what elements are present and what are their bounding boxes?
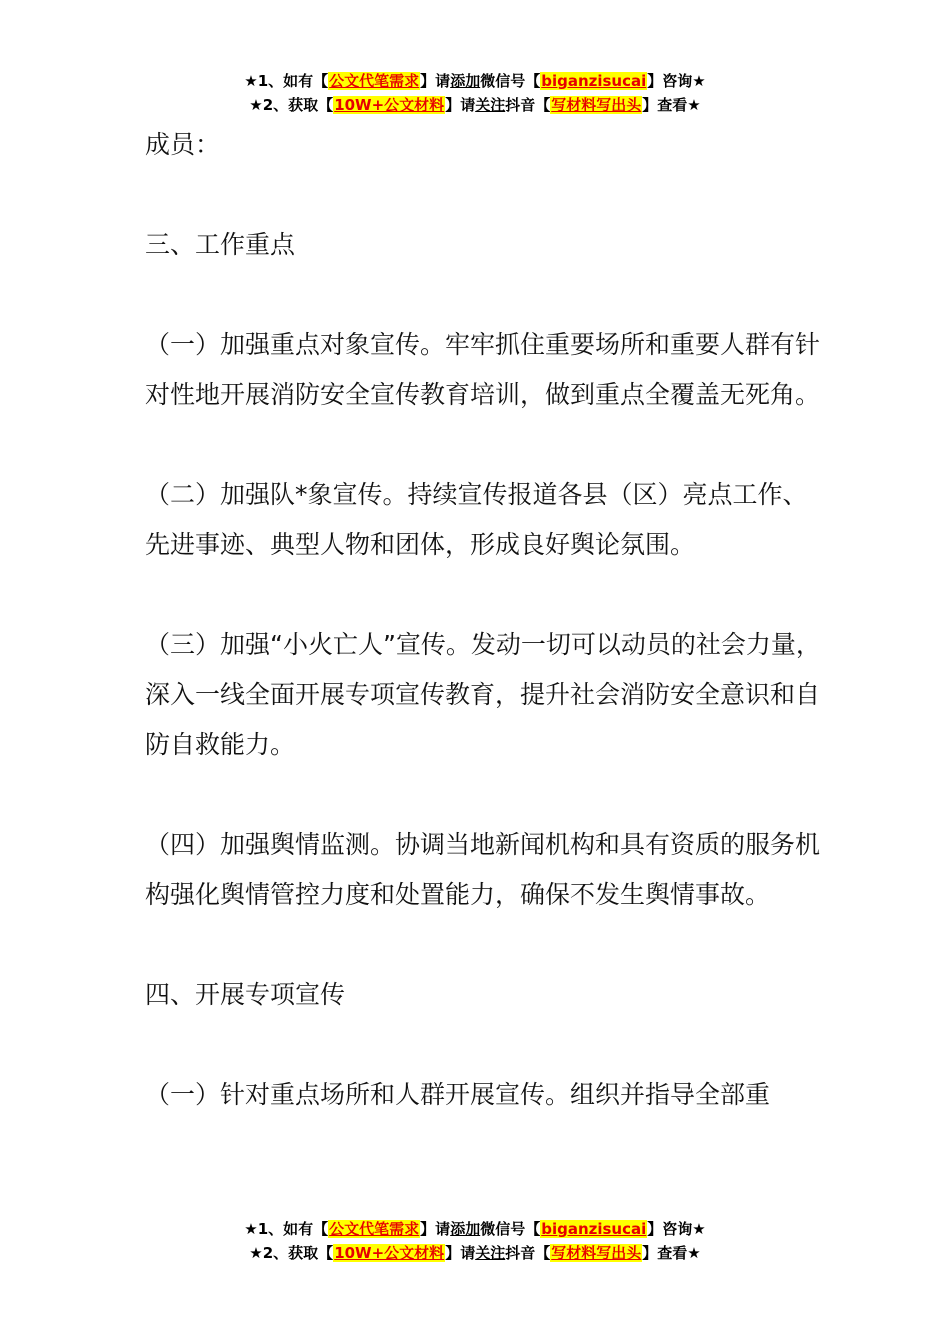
banner-text: 】请	[445, 1244, 476, 1262]
banner-text: 微信号【	[480, 1220, 541, 1238]
banner-text: 】咨询★	[647, 72, 706, 90]
banner-text: ★2、获取【	[249, 96, 334, 114]
banner-highlight: 写材料写出头	[551, 96, 642, 114]
banner-text: 】查看★	[642, 1244, 701, 1262]
banner-line-2	[0, 1241, 950, 1265]
banner-text: ★2、获取【	[249, 1244, 334, 1262]
paragraph-3-2: （二）加强队*象宣传。持续宣传报道各县（区）亮点工作、先进事迹、典型人物和团体，形成良好舆论氛围。	[145, 480, 808, 559]
paragraph-4-1: （一）针对重点场所和人群开展宣传。组织并指导全部重	[145, 1080, 771, 1109]
banner-text: 】请	[420, 1220, 451, 1238]
banner-line-1	[0, 1217, 950, 1241]
banner-highlight: 公文代笔需求	[329, 72, 420, 90]
banner-line-1	[0, 69, 950, 93]
banner-highlight: biganzisucai	[541, 1220, 647, 1238]
banner-text: ★1、如有【	[244, 72, 329, 90]
section-4-heading: 四、开展专项宣传	[145, 980, 346, 1009]
banner-emphasis: 关注	[475, 96, 506, 114]
banner-text: ★1、如有【	[244, 1220, 329, 1238]
banner-emphasis: 添加	[450, 1220, 481, 1238]
document-body	[145, 120, 825, 1120]
banner-highlight: biganzisucai	[541, 72, 647, 90]
members-label: 成员：	[145, 130, 221, 159]
banner-text: 】咨询★	[647, 1220, 706, 1238]
footer-banner	[0, 1217, 950, 1265]
banner-emphasis: 添加	[450, 72, 481, 90]
banner-text: 抖音【	[505, 96, 551, 114]
banner-text: 】请	[420, 72, 451, 90]
banner-emphasis: 关注	[475, 1244, 506, 1262]
banner-highlight: 写材料写出头	[551, 1244, 642, 1262]
banner-text: 微信号【	[480, 72, 541, 90]
banner-highlight: 公文代笔需求	[329, 1220, 420, 1238]
banner-highlight: 10W+公文材料	[334, 96, 445, 114]
paragraph-3-4: （四）加强舆情监测。协调当地新闻机构和具有资质的服务机构强化舆情管控力度和处置能力，确保不发生舆情事故。	[145, 830, 821, 909]
banner-highlight: 10W+公文材料	[334, 1244, 445, 1262]
paragraph-3-1: （一）加强重点对象宣传。牢牢抓住重要场所和重要人群有针对性地开展消防安全宣传教育培训，做到重点全覆盖无死角。	[145, 330, 821, 409]
banner-text: 】查看★	[642, 96, 701, 114]
paragraph-3-3: （三）加强“小火亡人”宣传。发动一切可以动员的社会力量，深入一线全面开展专项宣传教育，提升社会消防安全意识和自防自救能力。	[145, 630, 821, 759]
banner-text: 抖音【	[505, 1244, 551, 1262]
header-banner	[0, 69, 950, 117]
banner-line-2	[0, 93, 950, 117]
section-3-heading: 三、工作重点	[145, 230, 296, 259]
banner-text: 】请	[445, 96, 476, 114]
